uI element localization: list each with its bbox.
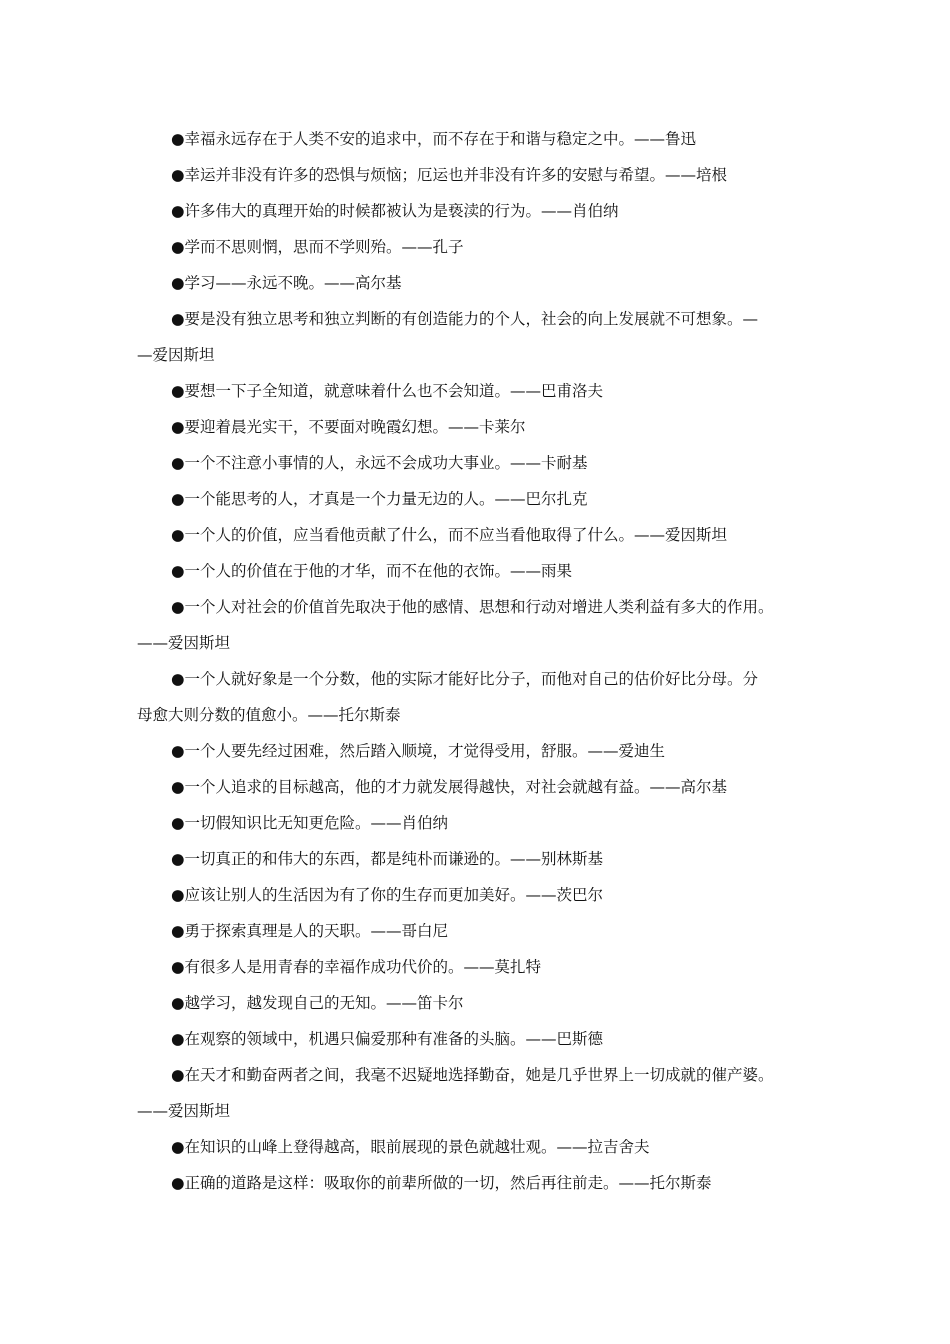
quote-line: ●一切真正的和伟大的东西，都是纯朴而谦逊的。——别林斯基: [171, 850, 604, 868]
quote-line: ●学习——永远不晚。——高尔基: [171, 274, 402, 292]
quote-line: ●一个人要先经过困难，然后踏入顺境，才觉得受用，舒服。——爱迪生: [171, 742, 666, 760]
quote-line: ●越学习，越发现自己的无知。——笛卡尔: [171, 994, 464, 1012]
quote-line: ●在观察的领域中，机遇只偏爱那种有准备的头脑。——巴斯德: [171, 1030, 604, 1048]
quote-continuation-line: 母愈大则分数的值愈小。——托尔斯泰: [137, 706, 401, 724]
quote-line: ●应该让别人的生活因为有了你的生存而更加美好。——茨巴尔: [171, 886, 604, 904]
quote-line: ●一个人就好象是一个分数，他的实际才能好比分子，而他对自己的估价好比分母。分: [171, 670, 759, 688]
quote-line: ●一个人对社会的价值首先取决于他的感情、思想和行动对增进人类利益有多大的作用。: [171, 598, 774, 616]
quote-line: ●要想一下子全知道，就意味着什么也不会知道。——巴甫洛夫: [171, 382, 604, 400]
quote-line: ●有很多人是用青春的幸福作成功代价的。——莫扎特: [171, 958, 542, 976]
quote-line: ●在天才和勤奋两者之间，我毫不迟疑地选择勤奋，她是几乎世界上一切成就的催产婆。: [171, 1066, 774, 1084]
quote-line: ●一个不注意小事情的人，永远不会成功大事业。——卡耐基: [171, 454, 588, 472]
quote-line: ●正确的道路是这样：吸取你的前辈所做的一切，然后再往前走。——托尔斯泰: [171, 1174, 712, 1192]
quote-line: ●一个人的价值在于他的才华，而不在他的衣饰。——雨果: [171, 562, 573, 580]
quote-continuation-line: ——爱因斯坦: [137, 634, 231, 652]
quote-line: ●要迎着晨光实干，不要面对晚霞幻想。——卡莱尔: [171, 418, 526, 436]
quote-line: ●勇于探索真理是人的天职。——哥白尼: [171, 922, 449, 940]
quote-continuation-line: —爱因斯坦: [137, 346, 215, 364]
quote-line: ●一个人的价值，应当看他贡献了什么，而不应当看他取得了什么。——爱因斯坦: [171, 526, 728, 544]
quote-line: ●在知识的山峰上登得越高，眼前展现的景色就越壮观。——拉吉舍夫: [171, 1138, 650, 1156]
quote-list: [137, 121, 827, 1201]
quote-line: ●许多伟大的真理开始的时候都被认为是亵渎的行为。——肖伯纳: [171, 202, 619, 220]
quote-line: ●一个能思考的人，才真是一个力量无边的人。——巴尔扎克: [171, 490, 588, 508]
quote-line: ●幸福永远存在于人类不安的追求中，而不存在于和谐与稳定之中。——鲁迅: [171, 130, 697, 148]
quote-line: ●学而不思则惘，思而不学则殆。——孔子: [171, 238, 464, 256]
quote-line: ●一个人追求的目标越高，他的才力就发展得越快，对社会就越有益。——高尔基: [171, 778, 728, 796]
quote-line: ●一切假知识比无知更危险。——肖伯纳: [171, 814, 449, 832]
quote-line: ●要是没有独立思考和独立判断的有创造能力的个人，社会的向上发展就不可想象。—: [171, 310, 759, 328]
quote-line: ●幸运并非没有许多的恐惧与烦恼；厄运也并非没有许多的安慰与希望。——培根: [171, 166, 728, 184]
quote-continuation-line: ——爱因斯坦: [137, 1102, 231, 1120]
